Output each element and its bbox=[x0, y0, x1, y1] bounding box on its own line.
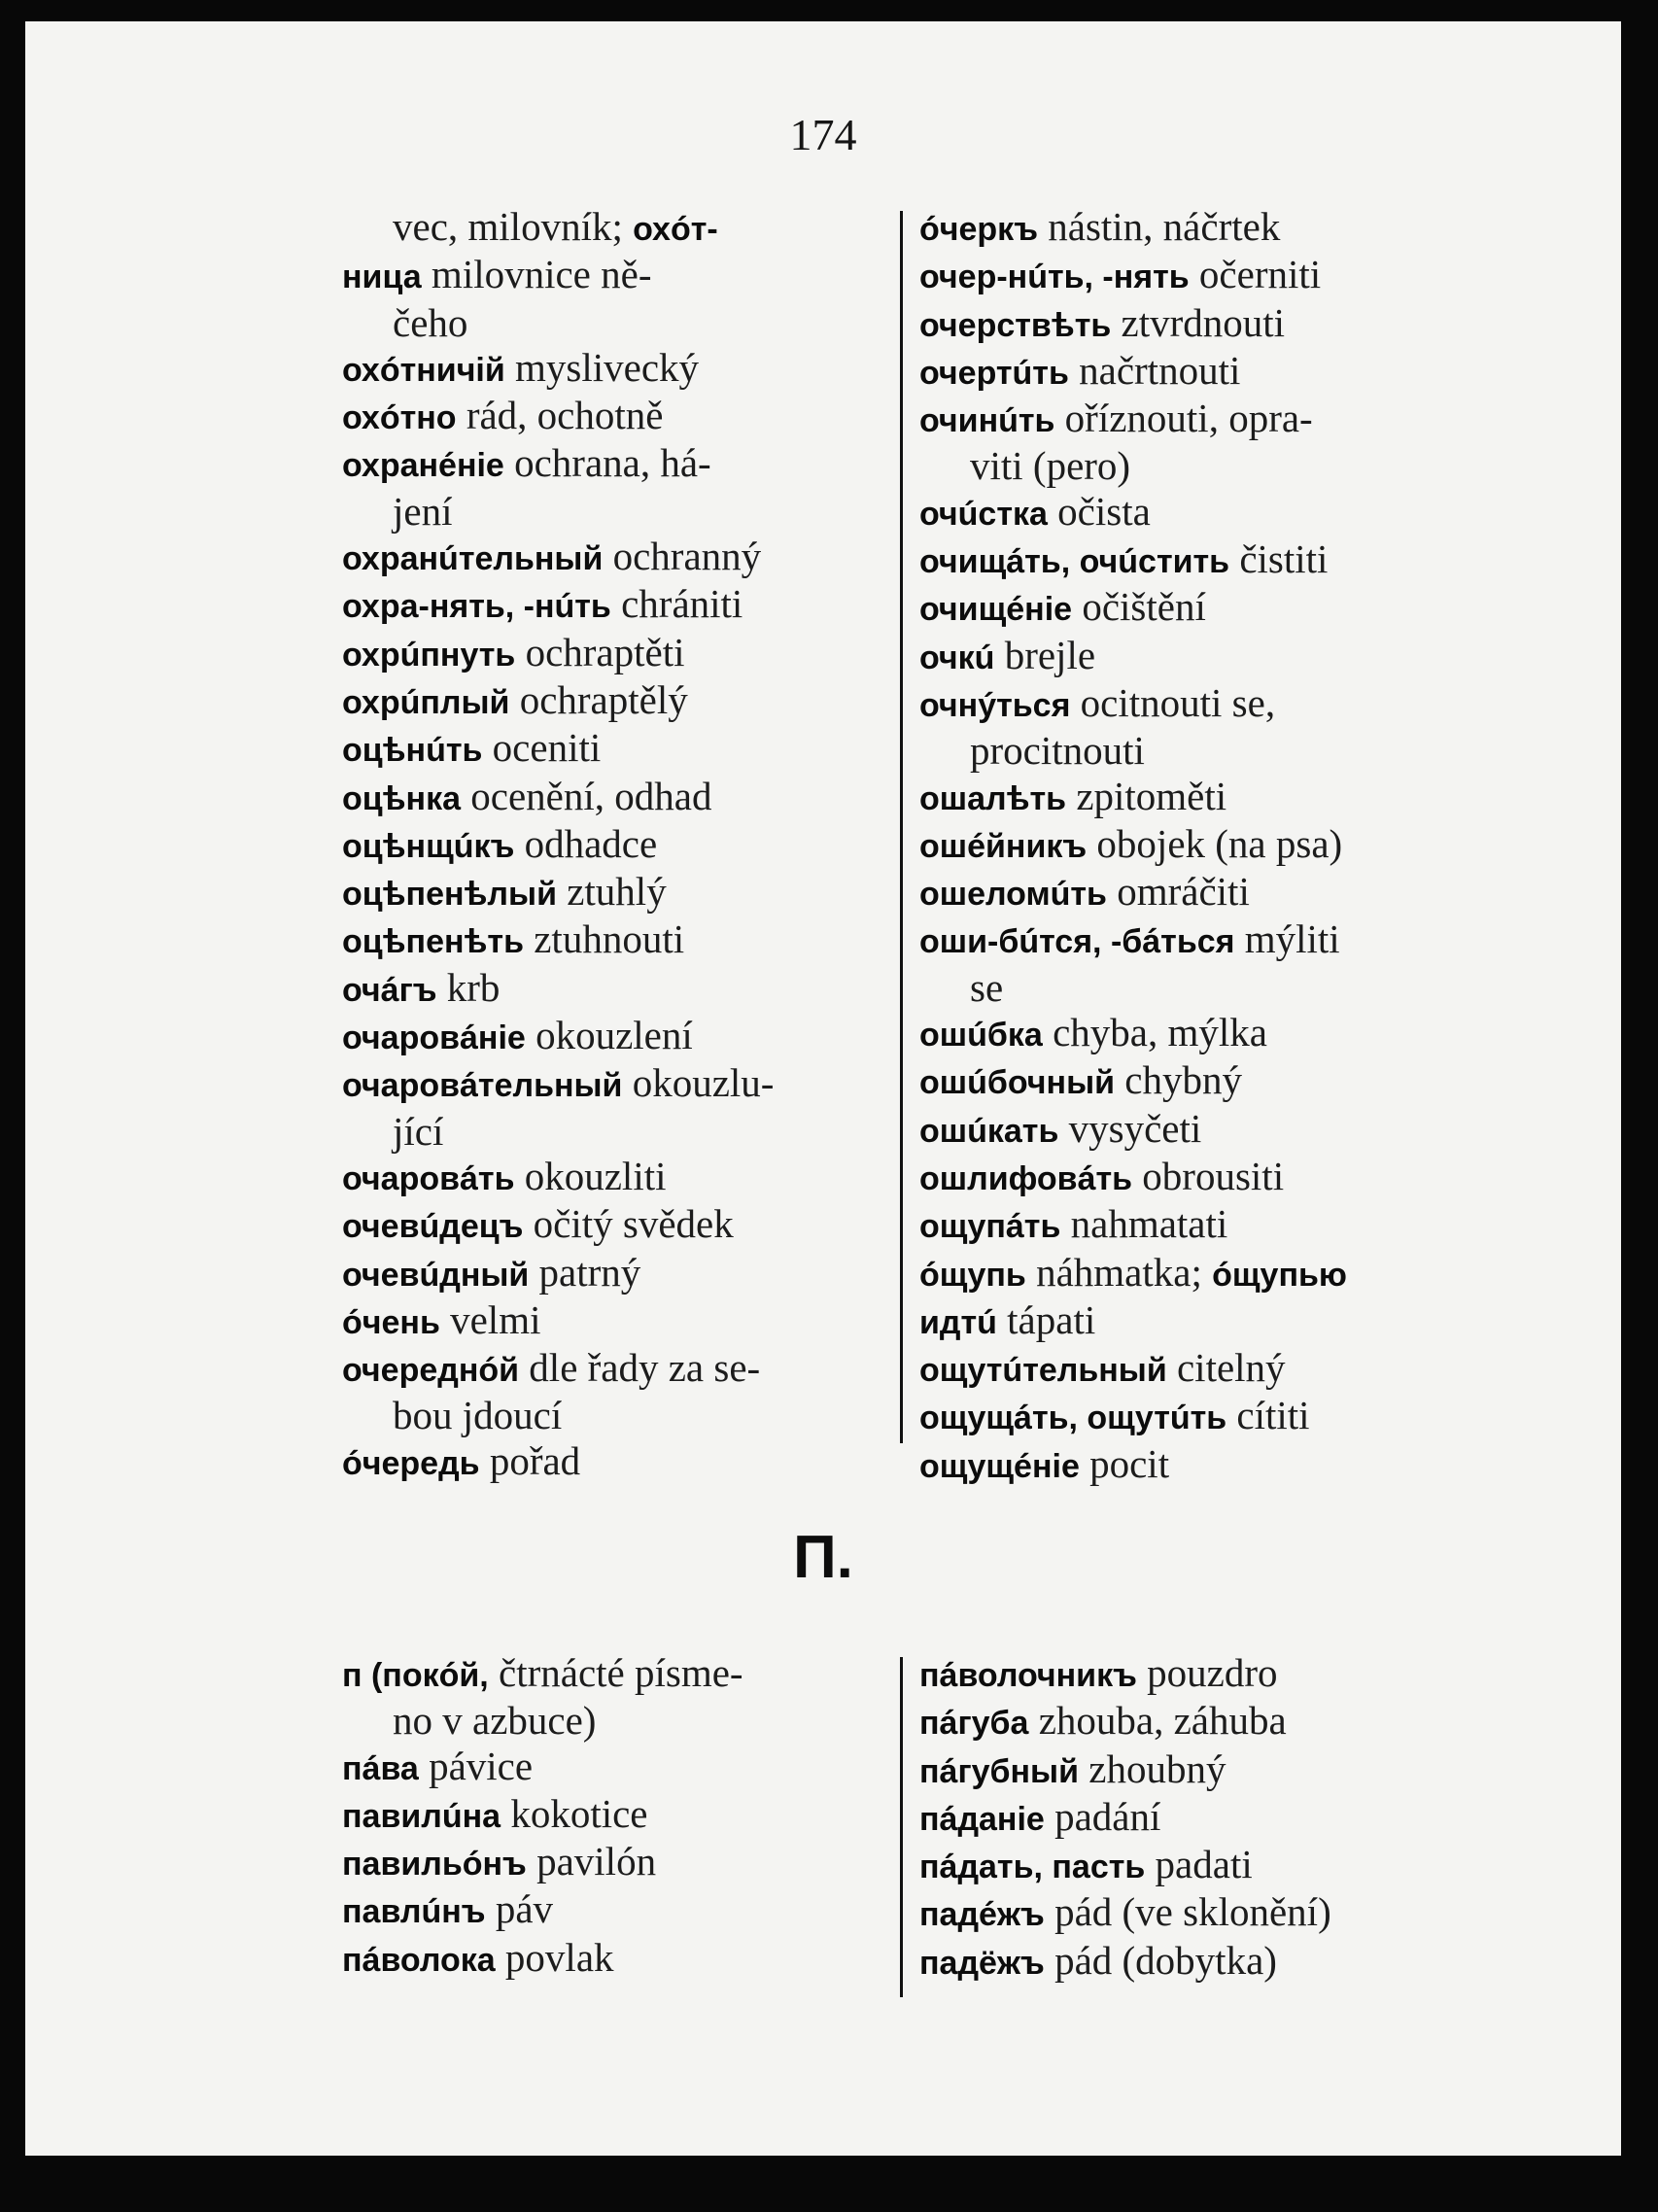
headword: пáволочникъ bbox=[919, 1657, 1137, 1694]
dictionary-entry bbox=[342, 916, 906, 964]
dictionary-entry bbox=[919, 1345, 1522, 1393]
headword: оцѣпенѣть bbox=[342, 923, 524, 961]
dictionary-entry bbox=[919, 536, 1522, 584]
headword: очертúть bbox=[919, 354, 1069, 392]
translation: čeho bbox=[393, 299, 468, 345]
dictionary-entry bbox=[342, 204, 906, 252]
headword: пáгубный bbox=[919, 1752, 1079, 1790]
dictionary-entry bbox=[342, 252, 906, 299]
translation: tápati bbox=[996, 1296, 1096, 1342]
dictionary-entry bbox=[342, 1297, 906, 1345]
dictionary-entry bbox=[919, 916, 1522, 964]
dictionary-entry bbox=[919, 300, 1522, 348]
headword: павилúна bbox=[342, 1797, 501, 1835]
translation: procitnouti bbox=[970, 728, 1145, 774]
translation: okouzliti bbox=[514, 1153, 667, 1198]
translation: bou jdoucí bbox=[393, 1393, 563, 1438]
translation: očista bbox=[1047, 488, 1151, 534]
translation: krb bbox=[436, 964, 501, 1010]
headword: оцѣнúть bbox=[342, 732, 483, 770]
translation: ochrana, há- bbox=[503, 440, 711, 486]
headword: очáгъ bbox=[342, 971, 437, 1009]
dictionary-entry bbox=[342, 1839, 906, 1886]
headword: очищáть, очúстить bbox=[919, 543, 1230, 581]
translation: mýliti bbox=[1234, 916, 1340, 962]
translation: očitý svědek bbox=[523, 1201, 734, 1247]
translation: ochranný bbox=[603, 534, 762, 579]
translation: brejle bbox=[994, 632, 1096, 677]
dictionary-entry bbox=[342, 1438, 906, 1486]
entries-column-right bbox=[919, 204, 1522, 1489]
section-heading: П. bbox=[793, 1524, 853, 1591]
dictionary-entry bbox=[342, 1393, 906, 1437]
dictionary-entry bbox=[919, 1393, 1522, 1440]
headword: падёжъ bbox=[919, 1944, 1045, 1982]
headword: охрúплый bbox=[342, 683, 510, 721]
translation: oceniti bbox=[482, 725, 602, 771]
dictionary-entry bbox=[919, 1106, 1522, 1154]
translation: odhadce bbox=[514, 820, 658, 866]
translation: pouzdro bbox=[1136, 1650, 1278, 1695]
headword: павильóнъ bbox=[342, 1846, 527, 1884]
dictionary-entry bbox=[342, 869, 906, 916]
dictionary-entry bbox=[342, 345, 906, 393]
dictionary-entry bbox=[342, 1154, 906, 1201]
translation: ztuhlý bbox=[556, 869, 667, 915]
headword: охóтно bbox=[342, 399, 457, 437]
translation: zhouba, záhuba bbox=[1028, 1698, 1287, 1744]
translation: oříznouti, opra- bbox=[1054, 396, 1313, 441]
translation: velmi bbox=[439, 1296, 541, 1342]
headword: ошалѣть bbox=[919, 779, 1067, 817]
translation: ocitnouti se, bbox=[1070, 679, 1276, 725]
dictionary-entry bbox=[342, 1935, 906, 1983]
translation: povlak bbox=[495, 1934, 614, 1980]
translation: zpitoměti bbox=[1066, 773, 1227, 818]
dictionary-entry bbox=[342, 1109, 906, 1154]
headword: очаровáть bbox=[342, 1159, 515, 1197]
dictionary-entry bbox=[919, 1057, 1522, 1105]
translation: se bbox=[970, 964, 1004, 1010]
dictionary-entry bbox=[342, 1744, 906, 1791]
dictionary-entry bbox=[919, 1746, 1522, 1794]
translation: nástin, náčrtek bbox=[1038, 204, 1281, 249]
dictionary-entry bbox=[919, 204, 1522, 252]
dictionary-entry bbox=[342, 965, 906, 1013]
dictionary-entry bbox=[919, 680, 1522, 728]
dictionary-entry bbox=[919, 869, 1522, 916]
translation: chyba, mýlka bbox=[1042, 1010, 1267, 1055]
headword: павлúнъ bbox=[342, 1893, 486, 1931]
translation: padati bbox=[1145, 1842, 1253, 1887]
translation: jící bbox=[393, 1108, 444, 1154]
headword: ощупáть bbox=[919, 1208, 1061, 1246]
translation: pávice bbox=[418, 1743, 534, 1788]
headword: ощущéніе bbox=[919, 1447, 1080, 1485]
translation: okouzlu- bbox=[622, 1060, 775, 1106]
translation: zhoubný bbox=[1079, 1745, 1226, 1791]
headword: падéжъ bbox=[919, 1896, 1045, 1934]
column-divider-p bbox=[900, 1657, 903, 1997]
dictionary-entry bbox=[919, 1938, 1522, 1986]
headword: ошúкать bbox=[919, 1112, 1059, 1150]
dictionary-entry bbox=[919, 1794, 1522, 1842]
dictionary-entry bbox=[342, 393, 906, 440]
headword: охранúтельный bbox=[342, 540, 604, 578]
dictionary-entry bbox=[342, 821, 906, 869]
headword: ощутúтельный bbox=[919, 1352, 1167, 1390]
headword: оцѣнка bbox=[342, 779, 462, 817]
dictionary-entry bbox=[919, 443, 1522, 488]
translation: viti (pero) bbox=[970, 443, 1131, 489]
translation: pád (dobytka) bbox=[1044, 1937, 1277, 1983]
column-divider bbox=[900, 211, 903, 1443]
dictionary-entry bbox=[342, 1060, 906, 1108]
headword: очерствѣть bbox=[919, 306, 1112, 344]
translation: nahmatati bbox=[1060, 1201, 1228, 1247]
headword: очúстка bbox=[919, 495, 1048, 533]
dictionary-entry bbox=[919, 1650, 1522, 1698]
translation: očištění bbox=[1072, 584, 1206, 630]
translation: obrousiti bbox=[1132, 1153, 1285, 1198]
headword: ошéйникъ bbox=[919, 827, 1088, 865]
entries-column-left bbox=[342, 204, 906, 1486]
translation: čtrnácté písme- bbox=[488, 1650, 743, 1695]
dictionary-entry bbox=[919, 396, 1522, 443]
dictionary-entry bbox=[919, 252, 1522, 299]
translation: jení bbox=[393, 488, 453, 534]
dictionary-entry bbox=[342, 774, 906, 821]
dictionary-entry bbox=[342, 1250, 906, 1297]
dictionary-entry bbox=[342, 1791, 906, 1839]
headword: очищéніе bbox=[919, 591, 1073, 629]
dictionary-entry bbox=[919, 584, 1522, 632]
headword: óчередь bbox=[342, 1444, 480, 1482]
translation: chrániti bbox=[610, 581, 743, 627]
translation: okouzlení bbox=[525, 1013, 693, 1058]
headword: пáдать, пасть bbox=[919, 1849, 1146, 1886]
dictionary-entry bbox=[919, 348, 1522, 396]
dictionary-entry bbox=[919, 774, 1522, 821]
dictionary-entry bbox=[919, 1250, 1522, 1297]
headword: очнýться bbox=[919, 686, 1071, 724]
headword: очер-нúть, -нять bbox=[919, 259, 1190, 296]
dictionary-entry bbox=[342, 1886, 906, 1934]
dictionary-entry bbox=[342, 440, 906, 488]
translation: pavilón bbox=[526, 1839, 657, 1884]
dictionary-entry bbox=[342, 630, 906, 677]
translation: očerniti bbox=[1189, 252, 1322, 297]
headword: очевúдецъ bbox=[342, 1208, 524, 1246]
translation: rád, ochotně bbox=[456, 393, 664, 438]
dictionary-entry bbox=[919, 1441, 1522, 1489]
translation: ochraptěti bbox=[515, 629, 685, 674]
dictionary-entry bbox=[342, 581, 906, 629]
dictionary-entry bbox=[342, 725, 906, 773]
headword: охрúпнуть bbox=[342, 636, 516, 674]
headword: очереднóй bbox=[342, 1352, 520, 1390]
entries-column-right-p bbox=[919, 1650, 1522, 1986]
headword: пáданіе bbox=[919, 1800, 1045, 1838]
dictionary-entry bbox=[919, 821, 1522, 869]
entries-column-left-p bbox=[342, 1650, 906, 1983]
translation: patrný bbox=[529, 1249, 641, 1295]
headword: очевúдный bbox=[342, 1256, 530, 1294]
headword: очинúть bbox=[919, 402, 1055, 440]
translation: načrtnouti bbox=[1068, 347, 1241, 393]
dictionary-entry bbox=[919, 1297, 1522, 1345]
headword: ошúбка bbox=[919, 1017, 1043, 1054]
headword: пáволока bbox=[342, 1941, 496, 1979]
headword: óчень bbox=[342, 1303, 440, 1341]
headword: охранéніе bbox=[342, 447, 504, 485]
dictionary-entry bbox=[342, 1013, 906, 1060]
translation: ochraptělý bbox=[509, 676, 688, 722]
headword: óщупью bbox=[1212, 1256, 1347, 1294]
dictionary-entry bbox=[342, 1650, 906, 1698]
translation: obojek (na psa) bbox=[1087, 820, 1343, 866]
headword: п (покóй, bbox=[342, 1657, 489, 1694]
translation: čistiti bbox=[1229, 536, 1329, 582]
translation: páv bbox=[485, 1886, 554, 1932]
headword: очаровáніе bbox=[342, 1020, 526, 1057]
translation: milovnice ně- bbox=[421, 252, 652, 297]
headword: охóтничій bbox=[342, 351, 505, 389]
headword: ощущáть, ощутúть bbox=[919, 1400, 1227, 1437]
dictionary-entry bbox=[342, 300, 906, 345]
translation: citelný bbox=[1166, 1345, 1286, 1391]
translation: myslivecký bbox=[504, 344, 700, 390]
dictionary-entry bbox=[919, 1154, 1522, 1201]
headword: оцѣнщúкъ bbox=[342, 827, 515, 865]
translation: cítiti bbox=[1226, 1393, 1310, 1438]
translation: omráčiti bbox=[1106, 869, 1250, 915]
headword: ошúбочный bbox=[919, 1064, 1116, 1102]
headword: óчеркъ bbox=[919, 211, 1038, 248]
translation: kokotice bbox=[501, 1790, 648, 1836]
translation: ztuhnouti bbox=[523, 916, 685, 962]
page-number: 174 bbox=[789, 110, 857, 159]
dictionary-entry bbox=[342, 1345, 906, 1393]
headword: пáва bbox=[342, 1749, 419, 1787]
translation: vec, milovník; bbox=[393, 204, 623, 249]
translation: pořad bbox=[479, 1437, 581, 1483]
headword: ница bbox=[342, 259, 422, 296]
headword: очкú bbox=[919, 639, 995, 676]
dictionary-entry bbox=[342, 1201, 906, 1249]
dictionary-entry bbox=[919, 1698, 1522, 1745]
translation: no v azbuce) bbox=[393, 1698, 597, 1744]
dictionary-entry bbox=[919, 1010, 1522, 1057]
translation: náhmatka; bbox=[1025, 1249, 1202, 1295]
headword: охóт- bbox=[633, 211, 718, 248]
headword: оцѣпенѣлый bbox=[342, 876, 557, 914]
headword: оши-бúтся, -бáться bbox=[919, 923, 1235, 961]
dictionary-entry bbox=[342, 534, 906, 581]
translation: vysyčeti bbox=[1058, 1105, 1202, 1151]
dictionary-entry bbox=[919, 633, 1522, 680]
translation: chybný bbox=[1115, 1057, 1242, 1103]
dictionary-entry bbox=[919, 1201, 1522, 1249]
translation: ztvrdnouti bbox=[1111, 299, 1286, 345]
dictionary-entry bbox=[342, 489, 906, 534]
dictionary-entry bbox=[919, 1842, 1522, 1889]
translation: padání bbox=[1044, 1793, 1161, 1839]
dictionary-entry bbox=[919, 489, 1522, 536]
dictionary-page bbox=[25, 21, 1621, 2156]
headword: пáгуба bbox=[919, 1705, 1029, 1743]
translation: ocenění, odhad bbox=[461, 773, 712, 818]
headword: ошлифовáть bbox=[919, 1159, 1133, 1197]
headword: очаровáтельный bbox=[342, 1067, 623, 1105]
dictionary-entry bbox=[919, 965, 1522, 1010]
headword: ошеломúть bbox=[919, 876, 1107, 914]
headword: идтú bbox=[919, 1303, 997, 1341]
dictionary-entry bbox=[342, 677, 906, 725]
translation: pád (ve sklonění) bbox=[1044, 1889, 1331, 1935]
headword: охра-нять, -нúть bbox=[342, 588, 611, 626]
headword: óщупь bbox=[919, 1256, 1026, 1294]
dictionary-entry bbox=[919, 1889, 1522, 1937]
dictionary-entry bbox=[919, 728, 1522, 773]
translation: dle řady za se- bbox=[519, 1345, 761, 1391]
translation: pocit bbox=[1079, 1440, 1170, 1486]
dictionary-entry bbox=[342, 1698, 906, 1743]
